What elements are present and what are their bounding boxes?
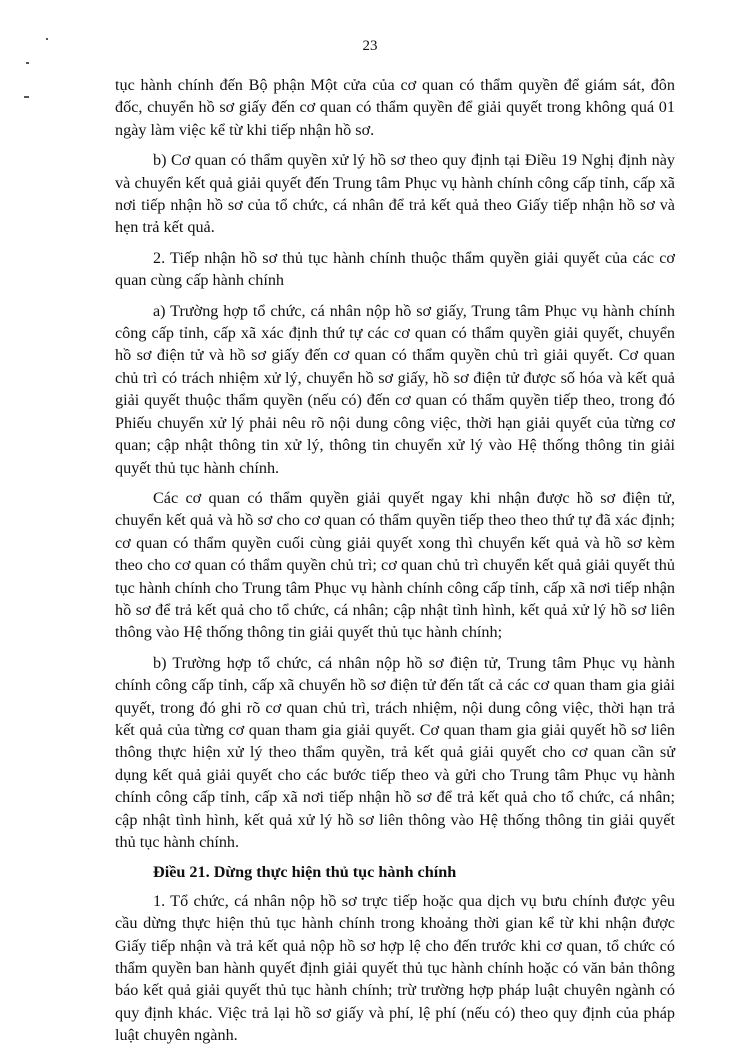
paragraph: tục hành chính đến Bộ phận Một cửa của cơ quan có thẩm quyền để giám sát, đôn đốc, chuyển hồ sơ giấy đến cơ quan có thẩm quyền để giải quyết trong không quá 01 ngày làm việc kể từ khi tiếp nhận hồ sơ.	[115, 76, 675, 139]
scan-speck	[24, 96, 29, 98]
page-number: 23	[362, 38, 378, 54]
paragraph: 2. Tiếp nhận hồ sơ thủ tục hành chính thuộc thẩm quyền giải quyết của các cơ quan cùng cấp hành chính	[115, 248, 675, 290]
paragraph: 1. Tổ chức, cá nhân nộp hồ sơ trực tiếp hoặc qua dịch vụ bưu chính được yêu cầu dừng thực hiện thủ tục hành chính trong khoảng thời gian kể từ khi nhận được Giấy tiếp nhận và trả kết quả nộp hồ sơ hợp lệ cho đến trước khi cơ quan, tổ chức có thẩm quyền ban hành quyết định giải quyết thủ tục hành chính hoặc có văn bản thông báo kết quả giải quyết thủ tục hành chính; trừ trường hợp pháp luật chuyên ngành có quy định khác. Việc trả lại hồ sơ giấy và phí, lệ phí (nếu có) theo quy định của pháp luật chuyên ngành.	[115, 891, 675, 1045]
paragraph: b) Trường hợp tổ chức, cá nhân nộp hồ sơ điện tử, Trung tâm Phục vụ hành chính công cấp tỉnh, cấp xã chuyển hồ sơ điện tử đến tất cả các cơ quan tham gia giải quyết, trong đó ghi rõ cơ quan chủ trì, trách nhiệm, nội dung công việc, thời hạn trả kết quả của từng cơ quan tham gia giải quyết. Cơ quan tham gia giải quyết hồ sơ liên thông thực hiện xử lý theo thẩm quyền, trả kết quả giải quyết cho cơ quan cần sử dụng kết quả giải quyết cho các bước tiếp theo và gửi cho Trung tâm Phục vụ hành chính công cấp tỉnh, cấp xã nơi tiếp nhận hồ sơ để trả kết quả cho tổ chức, cá nhân; cập nhật tình hình, kết quả xử lý hồ sơ liên thông vào Hệ thống thông tin giải quyết thủ tục hành chính.	[115, 653, 675, 851]
paragraph: a) Trường hợp tổ chức, cá nhân nộp hồ sơ giấy, Trung tâm Phục vụ hành chính công cấp tỉnh, cấp xã xác định thứ tự các cơ quan có thẩm quyền giải quyết, chuyển hồ sơ điện tử và hồ sơ giấy đến cơ quan có thẩm quyền chủ trì giải quyết. Cơ quan chủ trì có trách nhiệm xử lý, chuyển hồ sơ giấy, hồ sơ điện tử được số hóa và kết quả giải quyết thuộc thẩm quyền (nếu có) đến cơ quan có thẩm quyền tiếp theo, trong đó Phiếu chuyển xử lý phải nêu rõ nội dung công việc, thời hạn giải quyết của từng cơ quan; cập nhật thông tin xử lý, thông tin chuyển xử lý vào Hệ thống thông tin giải quyết thủ tục hành chính.	[115, 301, 675, 477]
article-heading: Điều 21. Dừng thực hiện thủ tục hành chính	[153, 863, 457, 882]
scan-speck	[26, 62, 29, 64]
paragraph: b) Cơ quan có thẩm quyền xử lý hồ sơ theo quy định tại Điều 19 Nghị định này và chuyển kết quả giải quyết đến Trung tâm Phục vụ hành chính công cấp tỉnh, cấp xã nơi tiếp nhận hồ sơ của tổ chức, cá nhân để trả kết quả theo Giấy tiếp nhận hồ sơ và hẹn trả kết quả.	[115, 151, 675, 237]
paragraph: Các cơ quan có thẩm quyền giải quyết ngay khi nhận được hồ sơ điện tử, chuyển kết quả và hồ sơ cho cơ quan có thẩm quyền tiếp theo theo thứ tự đã xác định; cơ quan có thẩm quyền cuối cùng giải quyết xong thì chuyển kết quả và hồ sơ kèm theo cho cơ quan có thẩm quyền chủ trì; cơ quan chủ trì chuyển kết quả giải quyết thủ tục hành chính cho Trung tâm Phục vụ hành chính công cấp tỉnh, cấp xã nơi tiếp nhận hồ sơ để trả kết quả cho tổ chức, cá nhân; cập nhật tình hình, kết quả xử lý hồ sơ liên thông vào Hệ thống thông tin giải quyết thủ tục hành chính;	[115, 488, 675, 642]
document-body	[115, 74, 675, 1055]
